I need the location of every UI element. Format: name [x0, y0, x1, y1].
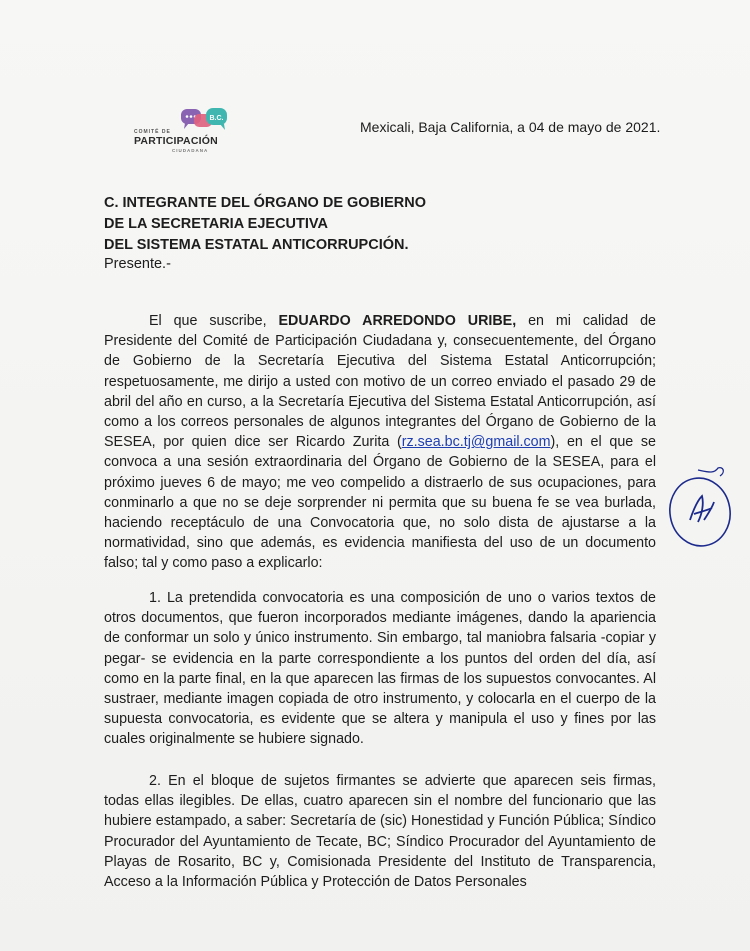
cpc-logo: [132, 106, 228, 158]
addressee-line-3: DEL SISTEMA ESTATAL ANTICORRUPCIÓN.: [104, 237, 409, 253]
addressee-block: [104, 193, 426, 256]
addressee-line-1: C. INTEGRANTE DEL ÓRGANO DE GOBIERNO: [104, 195, 426, 211]
logo-badge: B.C.: [209, 115, 224, 122]
logo-top-line: COMITÉ DE: [134, 129, 171, 135]
paragraph-point-2: 2. En el bloque de sujetos firmantes se advierte que aparecen seis firmas, todas ellas ilegibles. De ellas, cuatro aparecen sin el nombre del funcionario que las hubiere estampado, a saber: Secretaría de (sic) Honestidad y Función Pública; Síndico Procurador del Ayuntamiento de Tecate, BC; Síndico Procurador del Ayuntamiento de Playas de Rosarito, BC y, Comisionada Presidente del Instituto de Transparencia, Acceso a la Información Pública y Protección de Datos Personales: [104, 773, 656, 891]
handwritten-initials: [668, 464, 740, 552]
p1-end: ), en el que se convoca a una sesión extraordinaria del Órgano de Gobierno de la SESEA, para el próximo jueves 6 de mayo; me veo compelido a distraerlo de sus ocupaciones, para conminarlo a que no se deje sorprender ni permita que su buena fe se vea burlada, haciendo receptáculo de una Convocatoria que, no solo dista de ajustarse a la normatividad, sino que además, es evidencia manifiesta del uso de un documento falso; tal y como paso a explicarlo:: [104, 434, 656, 572]
email-link[interactable]: rz.sea.bc.tj@gmail.com: [401, 434, 551, 451]
paragraph-intro: [104, 311, 656, 574]
paragraph-point-1: 1. La pretendida convocatoria es una composición de uno o varios textos de otros documentos, que fueron incorporados mediante imágenes, dando la apariencia de conformar un solo y único instrumento. Sin embargo, tal maniobra falsaria -copiar y pegar- se evidencia en la parte correspondiente a los puntos del orden del día, así como en la parte final, en la que aparecen las firmas de los supuestos convocantes. Al sustraer, mediante imagen copiada de otro instrumento, y colocarla en el cuerpo de la supuesta convocatoria, es evidente que se altera y manipula el uso y fines por las cuales originalmente se hubiere signado.: [104, 590, 656, 748]
date-line: Mexicali, Baja California, a 04 de mayo de 2021.: [360, 119, 661, 135]
addressee-line-2: DE LA SECRETARIA EJECUTIVA: [104, 216, 328, 232]
signer-name: EDUARDO ARREDONDO URIBE,: [278, 313, 517, 329]
logo-main-text: PARTICIPACIÓN: [134, 135, 218, 147]
logo-bottom-line: CIUDADANA: [172, 148, 209, 153]
salutation: Presente.-: [104, 256, 171, 272]
speech-bubbles-icon: [180, 106, 228, 136]
p1-start: El que suscribe,: [149, 313, 279, 329]
p1-middle: en mi calidad de Presidente del Comité de Participación Ciudadana y, consecuentemente, del Órgano de Gobierno de la Secretaría Ejecutiva del Sistema Estatal Anticorrupción; respetuosamente, me dirijo a usted con motivo de un correo enviado el pasado 29 de abril del año en curso, a la Secretaría Ejecutiva del Sistema Estatal Anticorrupción, así como a los correos personales de algunos integrantes del Órgano de Gobierno de la SESEA, por quien dice ser Ricardo Zurita (: [104, 313, 656, 451]
